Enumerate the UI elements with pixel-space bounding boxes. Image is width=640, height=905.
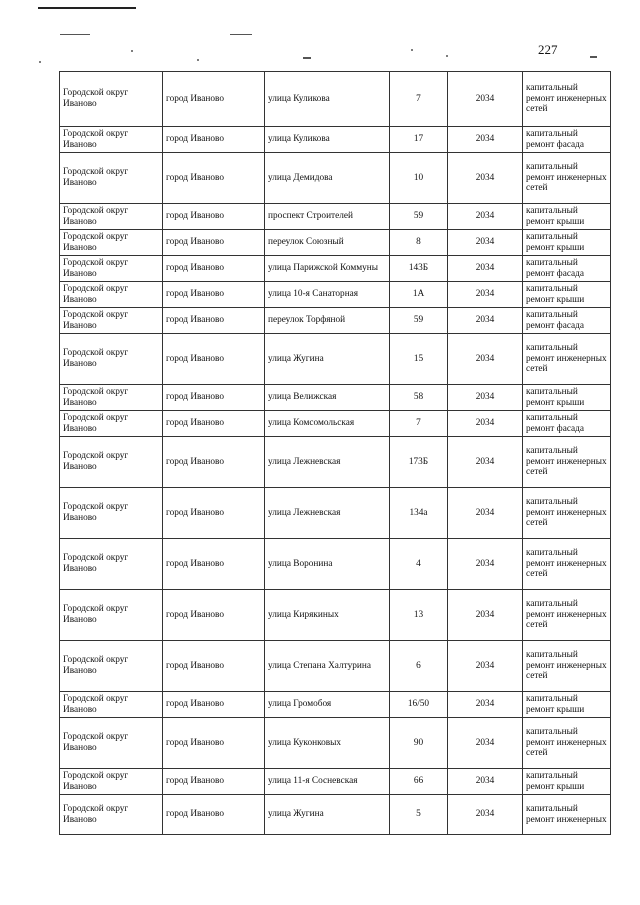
house-number-cell: 10	[390, 153, 448, 204]
year-cell: 2034	[448, 204, 523, 230]
year-cell: 2034	[448, 230, 523, 256]
year-cell: 2034	[448, 437, 523, 488]
year-cell: 2034	[448, 72, 523, 127]
work-type-cell: капитальный ремонт крыши	[523, 385, 611, 411]
street-cell: улица 10-я Санаторная	[265, 282, 390, 308]
scan-mark	[131, 50, 133, 52]
year-cell: 2034	[448, 539, 523, 590]
municipality-cell: Городской округ Иваново	[60, 692, 163, 718]
house-number-cell: 17	[390, 127, 448, 153]
year-cell: 2034	[448, 718, 523, 769]
street-cell: улица Лежневская	[265, 437, 390, 488]
house-number-cell: 7	[390, 411, 448, 437]
street-cell: улица Куконковых	[265, 718, 390, 769]
settlement-cell: город Иваново	[163, 230, 265, 256]
street-cell: улица Куликова	[265, 72, 390, 127]
street-cell: улица Парижской Коммуны	[265, 256, 390, 282]
house-number-cell: 5	[390, 795, 448, 835]
street-cell: улица 11-я Сосневская	[265, 769, 390, 795]
table-row	[60, 385, 611, 411]
scan-mark	[197, 59, 199, 61]
table-row	[60, 437, 611, 488]
scan-mark	[230, 34, 252, 35]
work-type-cell: капитальный ремонт крыши	[523, 204, 611, 230]
settlement-cell: город Иваново	[163, 282, 265, 308]
year-cell: 2034	[448, 153, 523, 204]
house-number-cell: 1А	[390, 282, 448, 308]
work-type-cell: капитальный ремонт инженерных сетей	[523, 641, 611, 692]
municipality-cell: Городской округ Иваново	[60, 282, 163, 308]
year-cell: 2034	[448, 411, 523, 437]
table-body	[60, 72, 611, 835]
work-type-cell: капитальный ремонт фасада	[523, 411, 611, 437]
year-cell: 2034	[448, 641, 523, 692]
year-cell: 2034	[448, 769, 523, 795]
work-type-cell: капитальный ремонт инженерных	[523, 795, 611, 835]
settlement-cell: город Иваново	[163, 641, 265, 692]
work-type-cell: капитальный ремонт фасада	[523, 127, 611, 153]
top-rule	[38, 7, 136, 9]
table-row	[60, 334, 611, 385]
street-cell: улица Лежневская	[265, 488, 390, 539]
table-row	[60, 488, 611, 539]
table-row	[60, 72, 611, 127]
municipality-cell: Городской округ Иваново	[60, 769, 163, 795]
street-cell: улица Воронина	[265, 539, 390, 590]
table-row	[60, 411, 611, 437]
house-number-cell: 7	[390, 72, 448, 127]
settlement-cell: город Иваново	[163, 590, 265, 641]
house-number-cell: 143Б	[390, 256, 448, 282]
street-cell: улица Степана Халтурина	[265, 641, 390, 692]
municipality-cell: Городской округ Иваново	[60, 334, 163, 385]
municipality-cell: Городской округ Иваново	[60, 127, 163, 153]
work-type-cell: капитальный ремонт инженерных сетей	[523, 488, 611, 539]
municipality-cell: Городской округ Иваново	[60, 718, 163, 769]
table-row	[60, 127, 611, 153]
street-cell: улица Велижская	[265, 385, 390, 411]
scan-mark	[411, 49, 413, 51]
house-number-cell: 59	[390, 204, 448, 230]
house-number-cell: 4	[390, 539, 448, 590]
table-row	[60, 769, 611, 795]
settlement-cell: город Иваново	[163, 437, 265, 488]
street-cell: улица Комсомольская	[265, 411, 390, 437]
work-type-cell: капитальный ремонт инженерных сетей	[523, 153, 611, 204]
house-number-cell: 6	[390, 641, 448, 692]
settlement-cell: город Иваново	[163, 795, 265, 835]
scan-mark	[446, 55, 448, 57]
street-cell: улица Куликова	[265, 127, 390, 153]
street-cell: улица Громобоя	[265, 692, 390, 718]
settlement-cell: город Иваново	[163, 334, 265, 385]
municipality-cell: Городской округ Иваново	[60, 230, 163, 256]
house-number-cell: 8	[390, 230, 448, 256]
municipality-cell: Городской округ Иваново	[60, 308, 163, 334]
table-row	[60, 692, 611, 718]
settlement-cell: город Иваново	[163, 539, 265, 590]
table-row	[60, 539, 611, 590]
house-number-cell: 15	[390, 334, 448, 385]
settlement-cell: город Иваново	[163, 718, 265, 769]
house-number-cell: 58	[390, 385, 448, 411]
table-row	[60, 641, 611, 692]
street-cell: переулок Торфяной	[265, 308, 390, 334]
scan-mark	[303, 57, 311, 59]
year-cell: 2034	[448, 308, 523, 334]
house-number-cell: 134а	[390, 488, 448, 539]
year-cell: 2034	[448, 488, 523, 539]
work-type-cell: капитальный ремонт инженерных сетей	[523, 437, 611, 488]
table-row	[60, 718, 611, 769]
year-cell: 2034	[448, 334, 523, 385]
municipality-cell: Городской округ Иваново	[60, 590, 163, 641]
house-number-cell: 59	[390, 308, 448, 334]
year-cell: 2034	[448, 256, 523, 282]
municipality-cell: Городской округ Иваново	[60, 385, 163, 411]
year-cell: 2034	[448, 385, 523, 411]
scan-mark	[39, 61, 41, 63]
house-number-cell: 16/50	[390, 692, 448, 718]
street-cell: улица Кирякиных	[265, 590, 390, 641]
settlement-cell: город Иваново	[163, 385, 265, 411]
house-number-cell: 13	[390, 590, 448, 641]
work-type-cell: капитальный ремонт фасада	[523, 308, 611, 334]
house-number-cell: 173Б	[390, 437, 448, 488]
municipality-cell: Городской округ Иваново	[60, 256, 163, 282]
work-type-cell: капитальный ремонт крыши	[523, 230, 611, 256]
work-type-cell: капитальный ремонт крыши	[523, 282, 611, 308]
work-type-cell: капитальный ремонт инженерных сетей	[523, 334, 611, 385]
settlement-cell: город Иваново	[163, 692, 265, 718]
work-type-cell: капитальный ремонт крыши	[523, 692, 611, 718]
street-cell: переулок Союзный	[265, 230, 390, 256]
work-type-cell: капитальный ремонт инженерных сетей	[523, 590, 611, 641]
municipality-cell: Городской округ Иваново	[60, 411, 163, 437]
municipality-cell: Городской округ Иваново	[60, 153, 163, 204]
settlement-cell: город Иваново	[163, 204, 265, 230]
registry-table	[59, 71, 611, 835]
work-type-cell: капитальный ремонт фасада	[523, 256, 611, 282]
settlement-cell: город Иваново	[163, 411, 265, 437]
table-row	[60, 308, 611, 334]
page-number: 227	[538, 42, 558, 57]
settlement-cell: город Иваново	[163, 72, 265, 127]
street-cell: проспект Строителей	[265, 204, 390, 230]
municipality-cell: Городской округ Иваново	[60, 641, 163, 692]
work-type-cell: капитальный ремонт инженерных сетей	[523, 72, 611, 127]
municipality-cell: Городской округ Иваново	[60, 795, 163, 835]
settlement-cell: город Иваново	[163, 308, 265, 334]
settlement-cell: город Иваново	[163, 256, 265, 282]
year-cell: 2034	[448, 282, 523, 308]
work-type-cell: капитальный ремонт инженерных сетей	[523, 539, 611, 590]
table-row	[60, 230, 611, 256]
table-row	[60, 795, 611, 835]
table-row	[60, 282, 611, 308]
work-type-cell: капитальный ремонт крыши	[523, 769, 611, 795]
settlement-cell: город Иваново	[163, 153, 265, 204]
scan-mark	[590, 56, 597, 58]
year-cell: 2034	[448, 692, 523, 718]
table-row	[60, 204, 611, 230]
settlement-cell: город Иваново	[163, 769, 265, 795]
house-number-cell: 66	[390, 769, 448, 795]
municipality-cell: Городской округ Иваново	[60, 539, 163, 590]
municipality-cell: Городской округ Иваново	[60, 72, 163, 127]
scan-mark	[60, 34, 90, 35]
street-cell: улица Жугина	[265, 334, 390, 385]
municipality-cell: Городской округ Иваново	[60, 488, 163, 539]
municipality-cell: Городской округ Иваново	[60, 437, 163, 488]
year-cell: 2034	[448, 127, 523, 153]
street-cell: улица Демидова	[265, 153, 390, 204]
house-number-cell: 90	[390, 718, 448, 769]
street-cell: улица Жугина	[265, 795, 390, 835]
year-cell: 2034	[448, 590, 523, 641]
municipality-cell: Городской округ Иваново	[60, 204, 163, 230]
year-cell: 2034	[448, 795, 523, 835]
table-row	[60, 256, 611, 282]
table-row	[60, 590, 611, 641]
work-type-cell: капитальный ремонт инженерных сетей	[523, 718, 611, 769]
settlement-cell: город Иваново	[163, 488, 265, 539]
table-row	[60, 153, 611, 204]
settlement-cell: город Иваново	[163, 127, 265, 153]
